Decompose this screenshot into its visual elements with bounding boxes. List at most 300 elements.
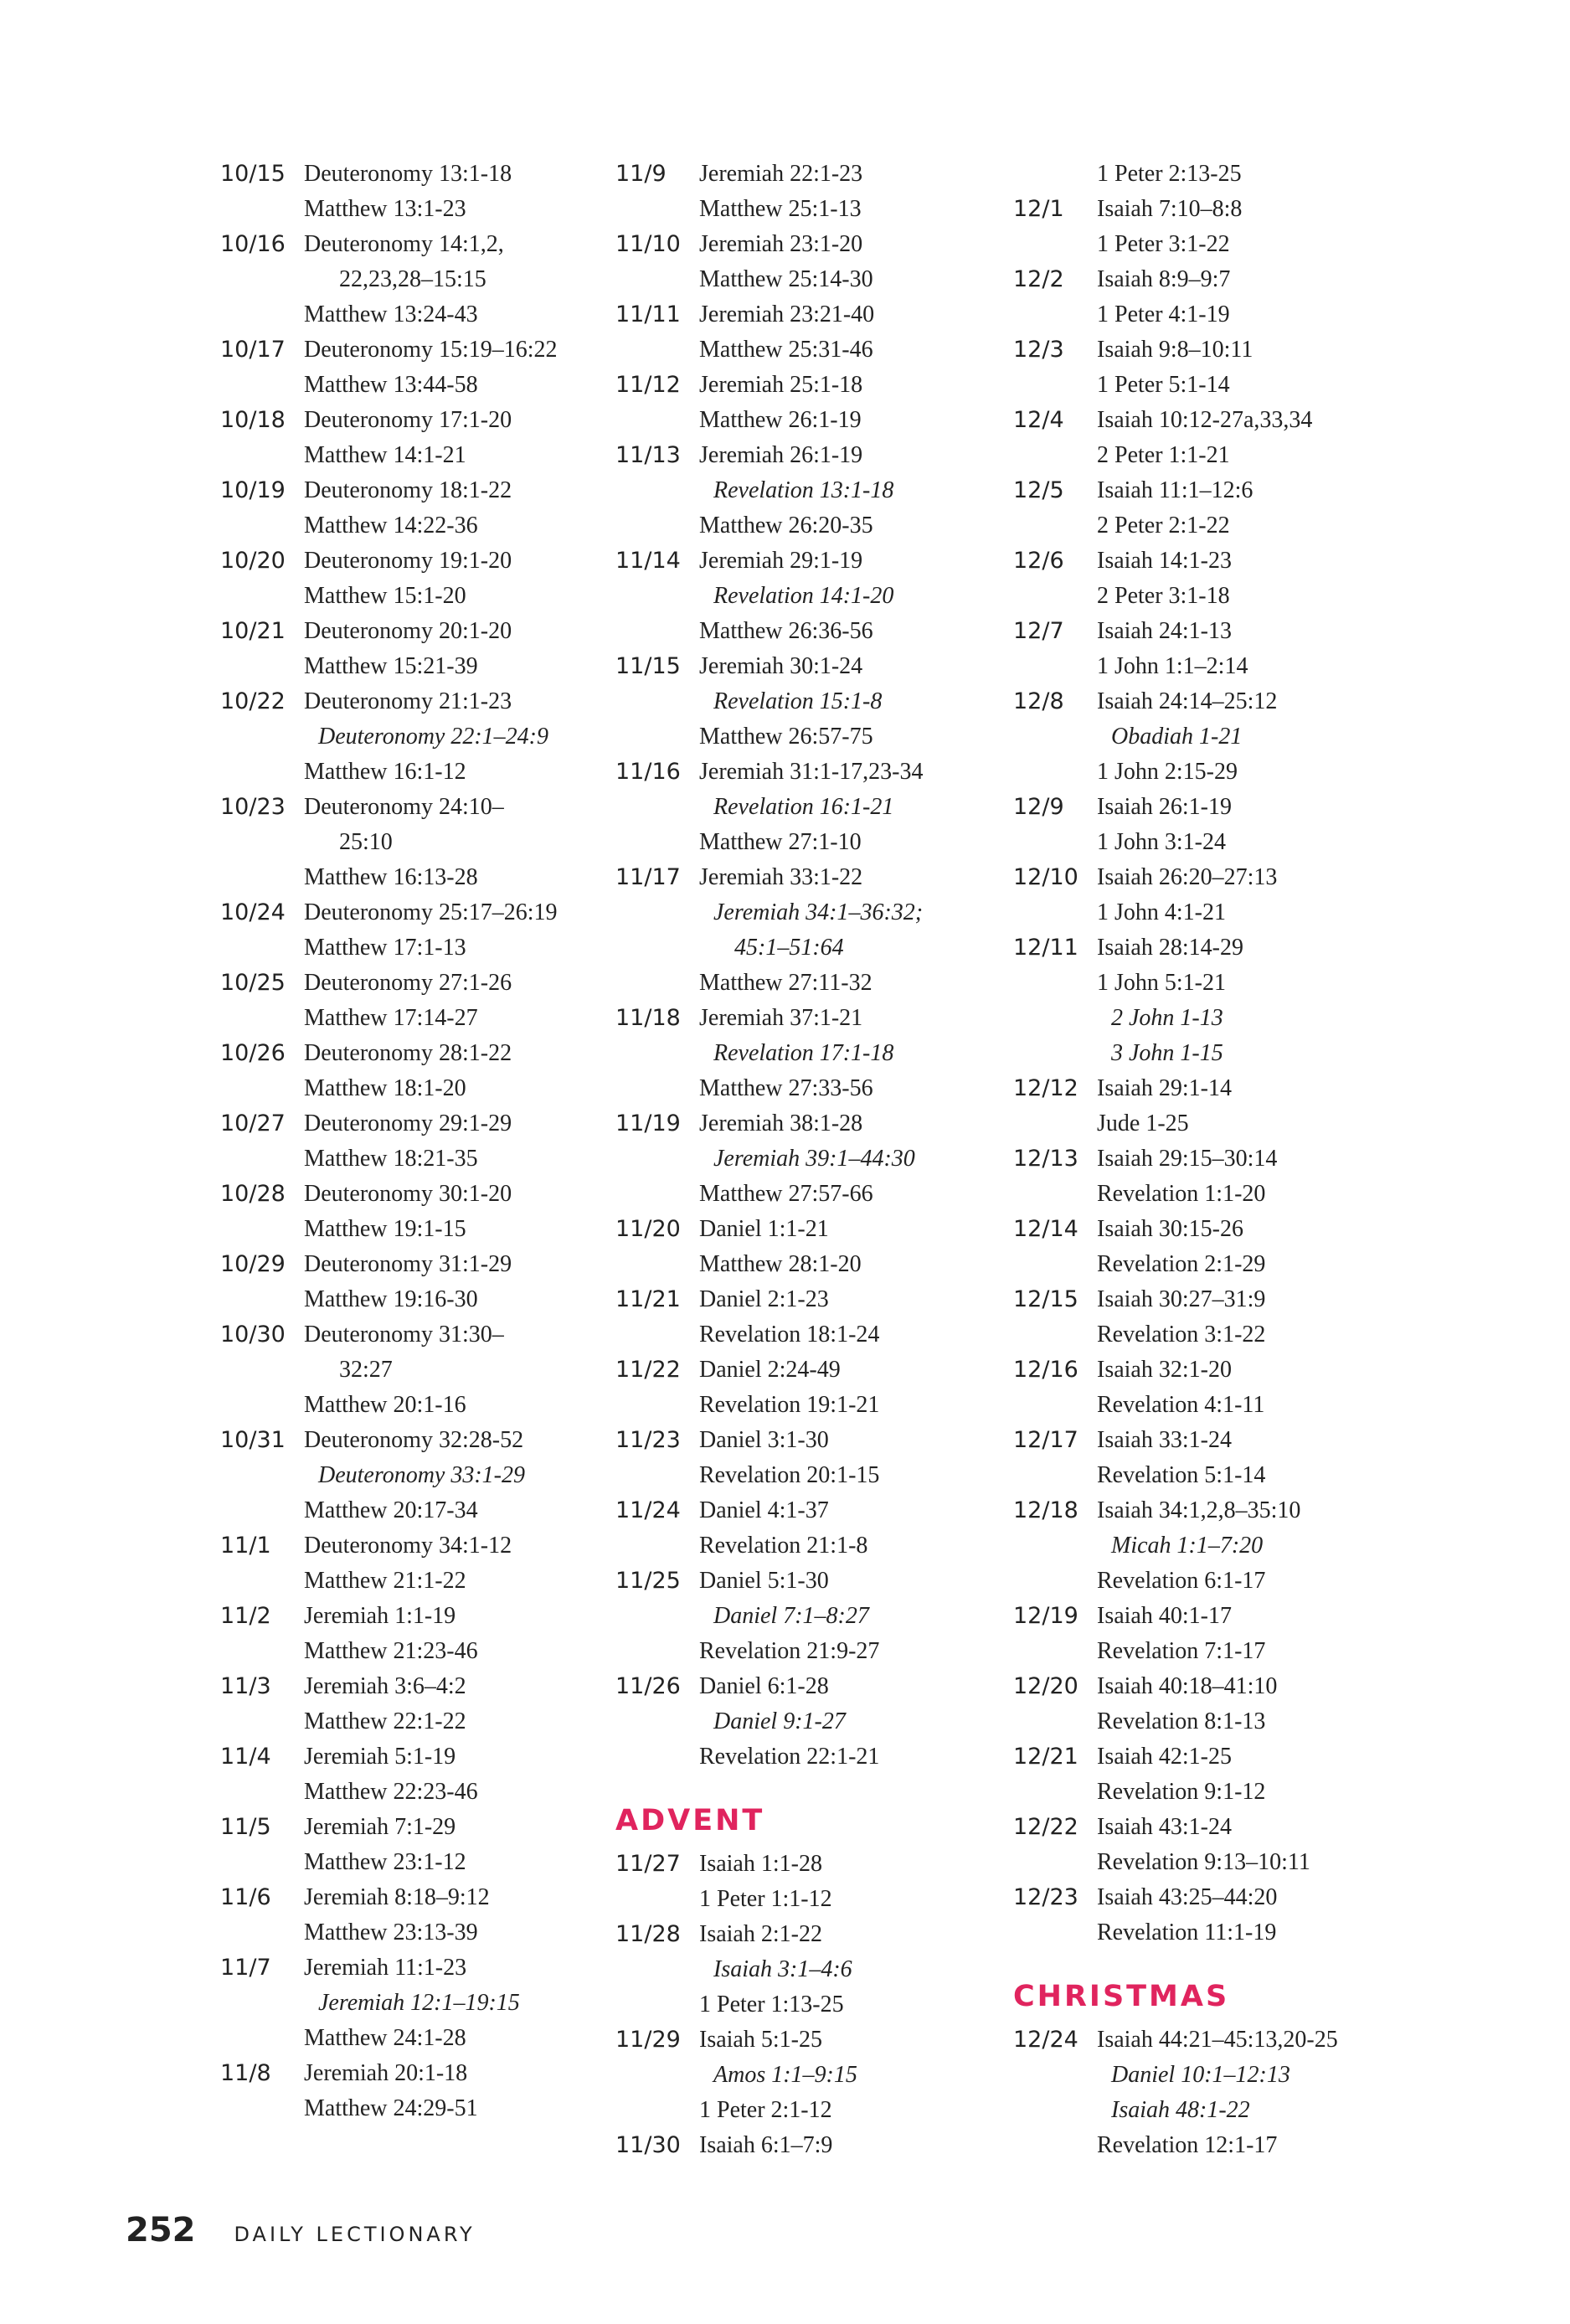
entry-readings (304, 614, 512, 684)
reading-line: Matthew 26:36-56 (699, 618, 873, 644)
reading-line: 1 Peter 3:1-22 (1097, 231, 1230, 257)
reading-entry (615, 649, 924, 755)
reading-line: Isaiah 40:1-17 (1097, 1603, 1232, 1629)
reading-entry (220, 157, 558, 227)
entry-readings (699, 1212, 862, 1282)
entry-readings (304, 332, 558, 403)
supplemental-reading: Jeremiah 12:1–19:15 (318, 1990, 520, 2016)
entry-readings (1097, 157, 1242, 192)
reading-entry (615, 2023, 924, 2128)
reading-line: Isaiah 42:1-25 (1097, 1744, 1232, 1770)
entry-date: 12/4 (1013, 407, 1064, 433)
entry-date: 10/23 (220, 794, 286, 820)
supplemental-reading: Jeremiah 39:1–44:30 (713, 1146, 915, 1172)
entry-date: 10/27 (220, 1110, 286, 1136)
reading-line: Deuteronomy 24:10– (304, 794, 504, 820)
reading-line: Deuteronomy 32:28-52 (304, 1427, 524, 1453)
reading-entry (220, 790, 558, 895)
reading-line: Revelation 6:1-17 (1097, 1568, 1266, 1594)
reading-line: Isaiah 30:27–31:9 (1097, 1286, 1266, 1312)
lectionary-column-3 (1013, 157, 1338, 2163)
supplemental-reading: Revelation 13:1-18 (713, 477, 894, 503)
supplemental-reading: Isaiah 3:1–4:6 (713, 1956, 852, 1982)
reading-line: Deuteronomy 21:1-23 (304, 688, 512, 714)
entry-date: 11/24 (615, 1497, 681, 1523)
reading-line: Deuteronomy 20:1-20 (304, 618, 512, 644)
reading-line: Matthew 26:1-19 (699, 407, 862, 433)
reading-entry (1013, 1423, 1338, 1493)
reading-line: Deuteronomy 13:1-18 (304, 161, 512, 187)
entry-readings (1097, 1599, 1265, 1669)
reading-line: Matthew 18:21-35 (304, 1146, 478, 1172)
reading-entry (220, 1177, 558, 1247)
reading-line: Jeremiah 22:1-23 (699, 161, 863, 187)
reading-line: Isaiah 43:1-24 (1097, 1814, 1232, 1840)
reading-entry (615, 1106, 924, 1212)
entry-date: 10/20 (220, 548, 286, 574)
supplemental-reading: Obadiah 1-21 (1111, 724, 1243, 750)
entry-readings (1097, 544, 1232, 614)
reading-entry (220, 1106, 558, 1177)
reading-line: 1 John 2:15-29 (1097, 759, 1238, 785)
reading-line: Isaiah 24:14–25:12 (1097, 688, 1278, 714)
reading-line: Matthew 16:1-12 (304, 759, 466, 785)
reading-entry (220, 684, 558, 790)
entry-date: 11/6 (220, 1884, 271, 1910)
reading-line-continued: 32:27 (339, 1357, 393, 1383)
reading-line: Matthew 13:44-58 (304, 372, 478, 398)
reading-line: 1 Peter 5:1-14 (1097, 372, 1230, 398)
entry-date: 10/25 (220, 970, 286, 996)
reading-line: Isaiah 9:8–10:11 (1097, 337, 1253, 363)
reading-entry (220, 1669, 558, 1739)
reading-line: Matthew 24:29-51 (304, 2095, 478, 2121)
entry-date: 12/11 (1013, 935, 1078, 961)
entry-readings (304, 1810, 466, 1880)
entry-date: 11/25 (615, 1568, 681, 1594)
entry-readings (304, 790, 504, 895)
entry-date: 12/13 (1013, 1146, 1078, 1172)
reading-line: Isaiah 14:1-23 (1097, 548, 1232, 574)
reading-line: Jeremiah 37:1-21 (699, 1005, 863, 1031)
reading-line: Isaiah 10:12-27a,33,34 (1097, 407, 1313, 433)
entry-readings (304, 1317, 504, 1423)
entry-readings (304, 895, 558, 966)
reading-line: 1 John 4:1-21 (1097, 899, 1226, 925)
entry-readings (1097, 860, 1277, 930)
supplemental-reading: Micah 1:1–7:20 (1111, 1533, 1264, 1559)
entry-date: 12/1 (1013, 196, 1064, 222)
entry-date: 12/18 (1013, 1497, 1078, 1523)
reading-entry (1013, 262, 1338, 332)
reading-entry (220, 544, 558, 614)
entry-date: 12/23 (1013, 1884, 1078, 1910)
reading-line: Isaiah 43:25–44:20 (1097, 1884, 1278, 1910)
entry-readings (304, 1739, 478, 1810)
entry-date: 10/19 (220, 477, 286, 503)
reading-line: Matthew 22:1-22 (304, 1708, 466, 1734)
reading-line: Isaiah 1:1-28 (699, 1851, 822, 1877)
reading-line: Matthew 21:1-22 (304, 1568, 466, 1594)
reading-line: Daniel 6:1-28 (699, 1673, 829, 1699)
reading-line: Daniel 2:1-23 (699, 1286, 829, 1312)
entry-readings (304, 1106, 512, 1177)
entry-readings (1097, 1282, 1265, 1353)
reading-line: Revelation 2:1-29 (1097, 1251, 1266, 1277)
reading-line: Revelation 20:1-15 (699, 1462, 880, 1488)
entry-date: 11/29 (615, 2027, 681, 2053)
entry-date: 11/7 (220, 1955, 271, 1981)
reading-line: Jeremiah 5:1-19 (304, 1744, 456, 1770)
entry-readings (304, 473, 512, 544)
entry-readings (699, 157, 862, 227)
reading-line: Matthew 25:1-13 (699, 196, 862, 222)
reading-line: Isaiah 33:1-24 (1097, 1427, 1232, 1453)
reading-line: Revelation 3:1-22 (1097, 1322, 1266, 1348)
entry-readings (699, 2023, 857, 2128)
reading-line: Revelation 8:1-13 (1097, 1708, 1266, 1734)
reading-line: Revelation 9:1-12 (1097, 1779, 1266, 1805)
reading-entry (1013, 473, 1338, 544)
entry-readings (699, 1847, 832, 1917)
reading-line: Matthew 20:17-34 (304, 1497, 478, 1523)
supplemental-reading: Daniel 9:1-27 (713, 1708, 846, 1734)
entry-date: 10/15 (220, 161, 286, 187)
entry-date: 11/17 (615, 864, 681, 890)
entry-readings (699, 1493, 867, 1564)
entry-readings (699, 368, 862, 438)
entry-readings (1097, 1071, 1232, 1141)
reading-line: Matthew 13:1-23 (304, 196, 466, 222)
entry-readings (1097, 684, 1277, 790)
reading-entry (615, 1847, 924, 1917)
reading-line: Isaiah 40:18–41:10 (1097, 1673, 1278, 1699)
entry-readings (1097, 930, 1243, 1071)
supplemental-reading: Amos 1:1–9:15 (713, 2062, 857, 2088)
reading-line: Matthew 21:23-46 (304, 1638, 478, 1664)
reading-entry (1013, 1880, 1338, 1950)
reading-line: Deuteronomy 19:1-20 (304, 548, 512, 574)
reading-line: Deuteronomy 34:1-12 (304, 1533, 512, 1559)
reading-line: Matthew 25:14-30 (699, 266, 873, 292)
reading-line: Matthew 18:1-20 (304, 1075, 466, 1101)
supplemental-reading-continued: 45:1–51:64 (734, 935, 844, 961)
reading-line: Isaiah 5:1-25 (699, 2027, 822, 2053)
entry-readings (1097, 2023, 1338, 2163)
reading-line: 1 John 5:1-21 (1097, 970, 1226, 996)
reading-entry (1013, 2023, 1338, 2163)
reading-line: Isaiah 26:1-19 (1097, 794, 1232, 820)
reading-line: Matthew 14:22-36 (304, 513, 478, 538)
entry-readings (1097, 1141, 1277, 1212)
reading-entry (1013, 1282, 1338, 1353)
entry-date: 12/2 (1013, 266, 1064, 292)
entry-readings (1097, 1880, 1277, 1950)
page-number: 252 (126, 2211, 196, 2249)
reading-line: Revelation 11:1-19 (1097, 1919, 1277, 1945)
entry-readings (304, 966, 512, 1036)
entry-date: 12/15 (1013, 1286, 1078, 1312)
reading-line: Jeremiah 31:1-17,23-34 (699, 759, 924, 785)
entry-date: 12/5 (1013, 477, 1064, 503)
reading-line: Matthew 17:1-13 (304, 935, 466, 961)
reading-line: Deuteronomy 25:17–26:19 (304, 899, 558, 925)
reading-line: Jeremiah 30:1-24 (699, 653, 863, 679)
supplemental-reading: Deuteronomy 33:1-29 (318, 1462, 526, 1488)
reading-entry (1013, 1493, 1338, 1599)
entry-date: 11/23 (615, 1427, 681, 1453)
entry-readings (1097, 1493, 1300, 1599)
reading-line: Isaiah 7:10–8:8 (1097, 196, 1243, 222)
reading-line: Revelation 9:13–10:11 (1097, 1849, 1310, 1875)
page-footer (126, 2211, 476, 2249)
entry-readings (304, 1669, 466, 1739)
entry-date: 10/31 (220, 1427, 286, 1453)
reading-entry (1013, 1212, 1338, 1282)
supplemental-reading: 3 John 1-15 (1111, 1040, 1223, 1066)
entry-date: 11/16 (615, 759, 681, 785)
reading-entry (1013, 1599, 1338, 1669)
reading-entry (615, 1564, 924, 1669)
entry-readings (699, 860, 923, 1001)
reading-line: Matthew 17:14-27 (304, 1005, 478, 1031)
reading-line-continued: 22,23,28–15:15 (339, 266, 486, 292)
reading-line: 2 Peter 1:1-21 (1097, 442, 1230, 468)
reading-line: Matthew 15:21-39 (304, 653, 478, 679)
reading-line: Matthew 23:13-39 (304, 1919, 478, 1945)
entry-date: 11/20 (615, 1216, 681, 1242)
entry-date: 11/1 (220, 1533, 271, 1559)
reading-entry (220, 1528, 558, 1599)
reading-entry (615, 438, 924, 544)
entry-date: 11/30 (615, 2132, 681, 2158)
supplemental-reading: 2 John 1-13 (1111, 1005, 1223, 1031)
reading-line: Jeremiah 26:1-19 (699, 442, 863, 468)
reading-line: Matthew 20:1-16 (304, 1392, 466, 1418)
entry-readings (304, 2056, 478, 2126)
reading-entry (220, 473, 558, 544)
entry-date: 10/21 (220, 618, 286, 644)
reading-line: Isaiah 11:1–12:6 (1097, 477, 1253, 503)
reading-entry (615, 860, 924, 1001)
reading-entry (1013, 684, 1338, 790)
entry-readings (1097, 403, 1312, 473)
reading-entry (1013, 157, 1338, 192)
reading-entry (615, 1282, 924, 1353)
reading-entry (1013, 860, 1338, 930)
reading-line: Jeremiah 23:1-20 (699, 231, 863, 257)
reading-line: Matthew 14:1-21 (304, 442, 466, 468)
entry-date: 11/2 (220, 1603, 271, 1629)
entry-date: 11/3 (220, 1673, 271, 1699)
reading-line: Matthew 27:11-32 (699, 970, 873, 996)
reading-line: Daniel 2:24-49 (699, 1357, 841, 1383)
reading-entry (1013, 790, 1338, 860)
entry-date: 11/21 (615, 1286, 681, 1312)
reading-line: Revelation 18:1-24 (699, 1322, 880, 1348)
reading-entry (220, 1423, 558, 1528)
entry-date: 10/28 (220, 1181, 286, 1207)
entry-date: 12/16 (1013, 1357, 1078, 1383)
entry-readings (304, 1177, 512, 1247)
section-gap (1013, 1950, 1338, 1979)
supplemental-reading: Deuteronomy 22:1–24:9 (318, 724, 549, 750)
entry-readings (699, 755, 924, 860)
reading-line: 1 Peter 4:1-19 (1097, 301, 1230, 327)
reading-line: Revelation 21:9-27 (699, 1638, 880, 1664)
reading-line: Deuteronomy 14:1,2, (304, 231, 504, 257)
reading-line: Matthew 24:1-28 (304, 2025, 466, 2051)
reading-line: Matthew 27:57-66 (699, 1181, 873, 1207)
reading-line: Jeremiah 23:21-40 (699, 301, 875, 327)
reading-entry (615, 1423, 924, 1493)
reading-line: Isaiah 24:1-13 (1097, 618, 1232, 644)
entry-readings (1097, 1739, 1265, 1810)
reading-line: Isaiah 34:1,2,8–35:10 (1097, 1497, 1301, 1523)
reading-line: Deuteronomy 28:1-22 (304, 1040, 512, 1066)
reading-line: Revelation 4:1-11 (1097, 1392, 1265, 1418)
entry-date: 11/10 (615, 231, 681, 257)
reading-line: Matthew 25:31-46 (699, 337, 873, 363)
reading-line: Deuteronomy 30:1-20 (304, 1181, 512, 1207)
entry-date: 12/3 (1013, 337, 1064, 363)
reading-line: 1 John 1:1–2:14 (1097, 653, 1248, 679)
entry-readings (304, 157, 512, 227)
reading-line: Matthew 27:1-10 (699, 829, 862, 855)
supplemental-reading: Revelation 15:1-8 (713, 688, 883, 714)
entry-readings (699, 297, 874, 368)
reading-line: Isaiah 30:15-26 (1097, 1216, 1243, 1242)
supplemental-reading: Jeremiah 34:1–36:32; (713, 899, 924, 925)
reading-entry (220, 966, 558, 1036)
reading-entry (615, 368, 924, 438)
reading-entry (1013, 544, 1338, 614)
reading-line: Jeremiah 29:1-19 (699, 548, 863, 574)
entry-date: 10/29 (220, 1251, 286, 1277)
reading-line: Revelation 21:1-8 (699, 1533, 868, 1559)
reading-entry (220, 1950, 558, 2056)
reading-entry (220, 403, 558, 473)
reading-line: Deuteronomy 29:1-29 (304, 1110, 512, 1136)
reading-line: Revelation 12:1-17 (1097, 2132, 1278, 2158)
reading-entry (220, 332, 558, 403)
entry-date: 10/16 (220, 231, 286, 257)
reading-line: Matthew 22:23-46 (304, 1779, 478, 1805)
section-gap (1013, 2014, 1338, 2023)
entry-readings (1097, 262, 1230, 332)
entry-date: 11/27 (615, 1851, 681, 1877)
reading-line: Deuteronomy 31:30– (304, 1322, 504, 1348)
entry-date: 11/18 (615, 1005, 681, 1031)
reading-entry (220, 1247, 558, 1317)
reading-line: 1 Peter 2:13-25 (1097, 161, 1242, 187)
reading-line: Daniel 3:1-30 (699, 1427, 829, 1453)
entry-date: 11/14 (615, 548, 681, 574)
entry-readings (699, 649, 882, 755)
reading-line: Jeremiah 20:1-18 (304, 2060, 468, 2086)
reading-line: Matthew 28:1-20 (699, 1251, 862, 1277)
entry-readings (304, 1880, 490, 1950)
reading-line: Jeremiah 7:1-29 (304, 1814, 456, 1840)
entry-date: 12/9 (1013, 794, 1064, 820)
reading-entry (615, 544, 924, 649)
reading-line: Matthew 23:1-12 (304, 1849, 466, 1875)
entry-readings (699, 1001, 893, 1106)
reading-line: 1 John 3:1-24 (1097, 829, 1226, 855)
reading-line: 1 Peter 1:13-25 (699, 1992, 844, 2017)
reading-line: Matthew 13:24-43 (304, 301, 478, 327)
entry-readings (699, 438, 893, 544)
entry-readings (1097, 473, 1253, 544)
reading-entry (220, 1317, 558, 1423)
reading-line: Matthew 26:57-75 (699, 724, 873, 750)
supplemental-reading: Isaiah 48:1-22 (1111, 2097, 1250, 2123)
entry-date: 12/10 (1013, 864, 1078, 890)
reading-line: Deuteronomy 31:1-29 (304, 1251, 512, 1277)
reading-entry (1013, 1071, 1338, 1141)
reading-line: Isaiah 8:9–9:7 (1097, 266, 1231, 292)
reading-entry (615, 1353, 924, 1423)
entry-readings (304, 227, 504, 332)
supplemental-reading: Daniel 10:1–12:13 (1111, 2062, 1290, 2088)
entry-readings (304, 1247, 512, 1317)
reading-entry (1013, 1739, 1338, 1810)
reading-line: Revelation 19:1-21 (699, 1392, 880, 1418)
reading-line: Daniel 4:1-37 (699, 1497, 829, 1523)
entry-readings (1097, 1669, 1277, 1739)
reading-line: Isaiah 44:21–45:13,20-25 (1097, 2027, 1338, 2053)
reading-line: Jeremiah 3:6–4:2 (304, 1673, 466, 1699)
entry-date: 10/18 (220, 407, 286, 433)
reading-entry (615, 1669, 924, 1775)
reading-entry (220, 1810, 558, 1880)
entry-readings (699, 1353, 879, 1423)
entry-readings (304, 1423, 525, 1528)
entry-readings (1097, 1212, 1265, 1282)
reading-line: Revelation 22:1-21 (699, 1744, 880, 1770)
reading-entry (615, 297, 924, 368)
reading-line: Matthew 26:20-35 (699, 513, 873, 538)
reading-entry (615, 1001, 924, 1106)
reading-entry (1013, 1141, 1338, 1212)
entry-date: 12/24 (1013, 2027, 1078, 2053)
reading-line: Jeremiah 8:18–9:12 (304, 1884, 490, 1910)
entry-readings (304, 1599, 478, 1669)
reading-entry (1013, 332, 1338, 403)
reading-line: Isaiah 6:1–7:9 (699, 2132, 833, 2158)
supplemental-reading: Revelation 16:1-21 (713, 794, 894, 820)
reading-line: Deuteronomy 17:1-20 (304, 407, 512, 433)
reading-line: Revelation 1:1-20 (1097, 1181, 1266, 1207)
entry-readings (699, 1564, 879, 1669)
entry-readings (1097, 1810, 1310, 1880)
reading-line: 2 Peter 3:1-18 (1097, 583, 1230, 609)
entry-date: 12/19 (1013, 1603, 1078, 1629)
running-head: DAILY LECTIONARY (234, 2223, 476, 2246)
entry-readings (1097, 192, 1242, 262)
entry-readings (304, 1528, 512, 1599)
entry-readings (304, 544, 512, 614)
reading-entry (1013, 403, 1338, 473)
reading-entry (1013, 192, 1338, 262)
reading-line: Jeremiah 38:1-28 (699, 1110, 863, 1136)
entry-date: 12/6 (1013, 548, 1064, 574)
reading-entry (1013, 1353, 1338, 1423)
section-heading: CHRISTMAS (1013, 1980, 1230, 2013)
entry-readings (699, 227, 873, 297)
reading-line: Isaiah 32:1-20 (1097, 1357, 1232, 1383)
reading-line: Isaiah 29:15–30:14 (1097, 1146, 1278, 1172)
